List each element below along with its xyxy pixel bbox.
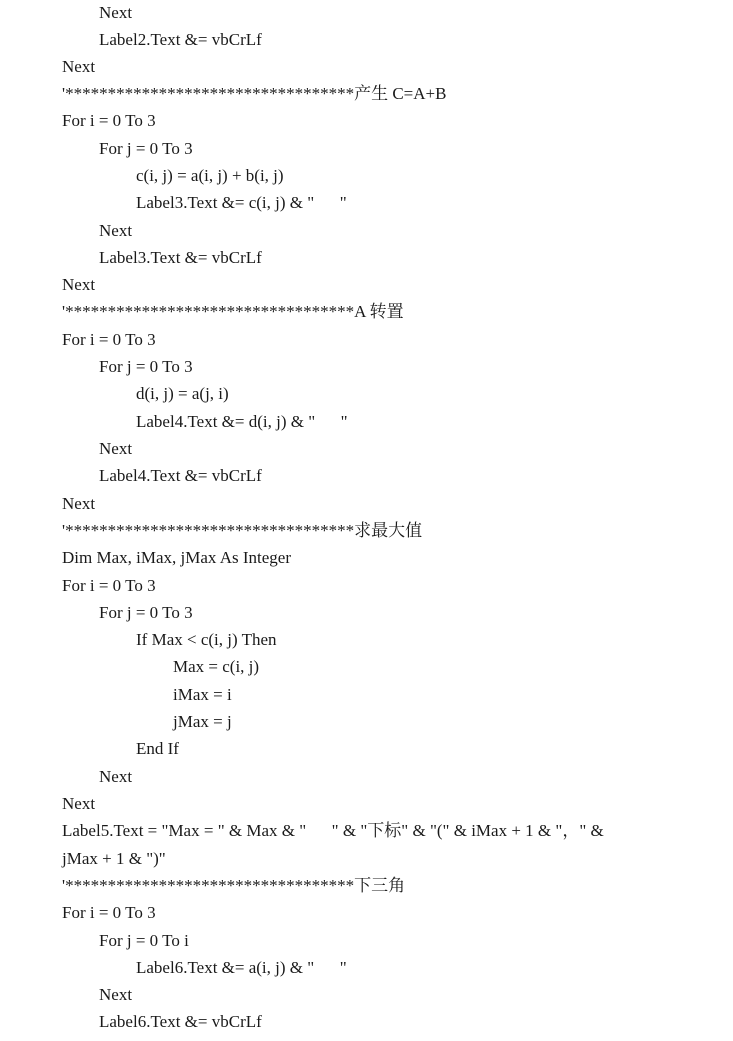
code-line: Label6.Text &= vbCrLf [99,1012,262,1031]
code-line: Next [62,494,96,513]
code-line: For i = 0 To 3 [62,111,156,130]
code-line: End If [136,739,179,758]
code-line: Next [99,439,133,458]
code-line: iMax = i [173,685,232,704]
code-line: Next [99,221,133,240]
code-line: Next [99,767,133,786]
code-line: Label4.Text &= vbCrLf [99,466,262,485]
comment-line: '**********************************求最大值 [62,521,423,540]
code-line: Next [62,275,96,294]
code-line: Label4.Text &= d(i, j) & " " [136,412,348,431]
code-line: Label3.Text &= vbCrLf [99,248,262,267]
code-line: Label5.Text = "Max = " & Max & " " & "下标" & "(" & iMax + 1 & "，" & [62,821,604,840]
code-line: Next [62,57,96,76]
code-line: Label3.Text &= c(i, j) & " " [136,193,347,212]
code-line: d(i, j) = a(j, i) [136,384,229,403]
code-line: For j = 0 To 3 [99,357,193,376]
code-line: For j = 0 To i [99,931,189,950]
code-line: c(i, j) = a(i, j) + b(i, j) [136,166,284,185]
code-line: Dim Max, iMax, jMax As Integer [62,548,291,567]
comment-line: '**********************************产生 C=A+B [62,84,447,103]
code-line: Label2.Text &= vbCrLf [99,30,262,49]
code-line: For i = 0 To 3 [62,576,156,595]
code-line: Next [62,794,96,813]
comment-line: '**********************************A 转置 [62,302,404,321]
code-line: jMax + 1 & ")" [62,849,166,868]
code-line: If Max < c(i, j) Then [136,630,277,649]
comment-line: '**********************************下三角 [62,876,406,895]
code-line: jMax = j [173,712,232,731]
code-line: For i = 0 To 3 [62,330,156,349]
code-line: For j = 0 To 3 [99,139,193,158]
code-line: For j = 0 To 3 [99,603,193,622]
code-line: Max = c(i, j) [173,657,260,676]
code-line: Next [99,985,133,1004]
code-line: Label6.Text &= a(i, j) & " " [136,958,347,977]
code-line: Next [99,3,133,22]
code-line: For i = 0 To 3 [62,903,156,922]
